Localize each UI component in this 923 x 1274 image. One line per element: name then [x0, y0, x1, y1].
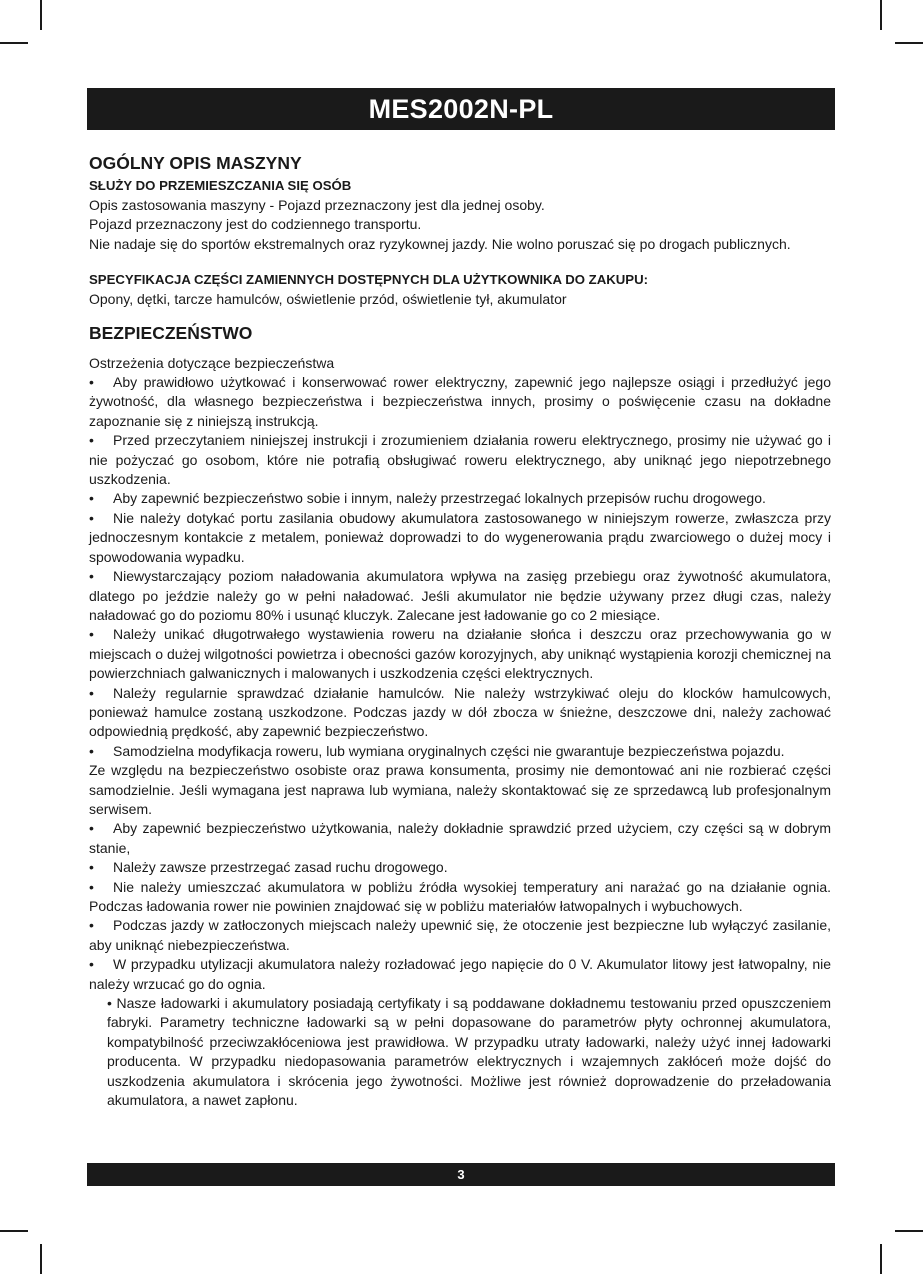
safety-item — [89, 878, 831, 917]
crop-mark-top-right-vertical — [880, 0, 882, 30]
safety-item-text: Aby zapewnić bezpieczeństwo sobie i innym, należy przestrzegać lokalnych przepisów ruchu drogowego. — [113, 490, 766, 507]
safety-item-text: Należy regularnie sprawdzać działanie hamulców. Nie należy wstrzykiwać oleju do klocków hamulcowych, ponieważ hamulce zostaną uszkodzone. Podczas jazdy w dół zbocza w śnieżne, deszczowe dni, należy zachować odpowiednią prędkość, aby zapewnić bezpieczeństwo. — [89, 684, 831, 740]
safety-heading: BEZPIECZEŃSTWO — [89, 322, 253, 343]
safety-item-text: Należy unikać długotrwałego wystawienia roweru na działanie słońca i deszczu oraz przechowywania go w miejscach o dużej wilgotności powietrza i obecności gazów korozyjnych, aby uniknąć wystąpienia korozji chemicznej na powierzchniach galwanicznych i malowanych i uszkodzenia części elektrycznych. — [89, 626, 831, 682]
safety-item-text: Samodzielna modyfikacja roweru, lub wymiana oryginalnych części nie gwarantuje bezpieczeństwa pojazdu. — [113, 742, 785, 759]
bullet-icon: • — [89, 859, 94, 876]
safety-item — [89, 858, 831, 877]
machine-heading: OGÓLNY OPIS MASZYNY — [89, 153, 302, 173]
safety-item — [89, 684, 831, 742]
crop-mark-bottom-right-vertical — [880, 1244, 882, 1274]
safety-item — [89, 373, 831, 431]
bullet-icon: • — [107, 995, 112, 1012]
machine-line: Nie nadaje się do sportów ekstremalnych oraz ryzykownej jazdy. Nie wolno poruszać się po drogach publicznych. — [89, 235, 791, 252]
page-content — [89, 150, 831, 1110]
safety-item — [89, 916, 831, 955]
safety-item — [89, 955, 831, 994]
machine-line: Pojazd przeznaczony jest do codziennego transportu. — [89, 216, 422, 233]
safety-intro: Ostrzeżenia dotyczące bezpieczeństwa — [89, 354, 335, 371]
page-number: 3 — [87, 1163, 835, 1186]
safety-item-text: Nie należy umieszczać akumulatora w pobliżu źródła wysokiej temperatury ani narażać go na działanie ognia. Podczas ładowania rower nie powinien znajdować się w pobliżu materiałów łatwopalnych i wybuchowych. — [89, 878, 831, 914]
bullet-icon: • — [89, 917, 94, 934]
safety-item — [89, 509, 831, 567]
parts-heading: SPECYFIKACJA CZĘŚCI ZAMIENNYCH DOSTĘPNYCH DLA UŻYTKOWNIKA DO ZAKUPU: — [89, 272, 649, 288]
crop-mark-bottom-left-vertical — [40, 1244, 42, 1274]
safety-item-text: Niewystarczający poziom naładowania akumulatora wpływa na zasięg przebiegu oraz żywotność akumulatora, dlatego po jeździe należy go w pełni naładować. Jeśli akumulator nie będzie używany przez długi czas, należy naładować go do poziomu 80% i usunąć kluczyk. Zalecane jest ładowanie go co 2 miesiące. — [89, 568, 831, 623]
bullet-icon: • — [89, 374, 94, 391]
bullet-icon: • — [89, 432, 94, 449]
safety-item — [89, 567, 831, 625]
crop-mark-top-right-horizontal — [895, 42, 923, 44]
safety-item — [89, 742, 831, 761]
bullet-icon: • — [89, 820, 94, 837]
safety-item — [89, 489, 831, 508]
safety-item-text: Podczas jazdy w zatłoczonych miejscach należy upewnić się, że otoczenie jest bezpieczne lub wyłączyć zasilanie, aby uniknąć niebezpieczeństwa. — [89, 917, 831, 953]
safety-item — [89, 625, 831, 683]
crop-mark-bottom-right-horizontal — [895, 1230, 923, 1232]
machine-subheading: SŁUŻY DO PRZEMIESZCZANIA SIĘ OSÓB — [89, 178, 352, 193]
safety-item-text: Aby prawidłowo użytkować i konserwować rower elektryczny, zapewnić jego najlepsze osiągi i przedłużyć jego żywotność, dla własnego bezpieczeństwa i bezpieczeństwa innych, prosimy o poświęcenie czasu na dokładne zapoznanie się z niniejszą instrukcją. — [89, 374, 831, 429]
bullet-icon: • — [89, 684, 94, 701]
crop-mark-bottom-left-horizontal — [0, 1230, 28, 1232]
safety-item-text: Aby zapewnić bezpieczeństwo użytkowania, należy dokładnie sprawdzić przed użyciem, czy części są w dobrym stanie, — [89, 820, 831, 856]
bullet-icon: • — [89, 626, 94, 643]
bullet-icon: • — [89, 490, 94, 507]
parts-text: Opony, dętki, tarcze hamulców, oświetlenie przód, oświetlenie tył, akumulator — [89, 291, 567, 308]
bullet-icon: • — [89, 742, 94, 759]
safety-item-text: Nie należy dotykać portu zasilania obudowy akumulatora zastosowanego w niniejszym rowerze, zwłaszcza przy jednoczesnym kontakcie z metalem, ponieważ doprowadzi to do wygenerowania prądu zwarciowego o dużej mocy i spowodowania wypadku. — [89, 509, 831, 565]
safety-item-text: Przed przeczytaniem niniejszej instrukcji i zrozumieniem działania roweru elektrycznego, prosimy nie używać go i nie pożyczać go osobom, które nie potrafią obsługiwać roweru elektrycznego, aby uniknąć jego niepotrzebnego uszkodzenia. — [89, 432, 831, 488]
bullet-icon: • — [89, 568, 94, 585]
safety-consumer-note: Ze względu na bezpieczeństwo osobiste oraz prawa konsumenta, prosimy nie demontować ani nie rozbierać części samodzielnie. Jeśli wymagana jest naprawa lub wymiana, należy skontaktować się ze sprzedawcą lub profesjonalnym serwisem. — [89, 762, 831, 817]
safety-charger-text: Nasze ładowarki i akumulatory posiadają certyfikaty i są poddawane dokładnemu testowaniu przed opuszczeniem fabryki. Parametry techniczne ładowarki są w pełni dopasowane do parametrów płyty ochronnej akumulatora, kompatybilność przeciwzakłóceniowa jest prawidłowa. W przypadku utraty ładowarki, należy użyć innej ładowarki producenta. W przypadku niedopasowania parametrów elektrycznych i wzajemnych zakłóceń może dojść do uszkodzenia akumulatora i skrócenia jego żywotności. Możliwe jest również doprowadzenie do przeładowania akumulatora, a nawet zapłonu. — [107, 995, 832, 1109]
bullet-icon: • — [89, 509, 94, 526]
safety-item — [89, 819, 831, 858]
crop-mark-top-left-horizontal — [0, 42, 28, 44]
bullet-icon: • — [89, 956, 94, 973]
crop-mark-top-left-vertical — [40, 0, 42, 30]
bullet-icon: • — [89, 878, 94, 895]
safety-charger-note — [89, 994, 831, 1110]
model-header: MES2002N-PL — [87, 88, 835, 130]
safety-item — [89, 431, 831, 489]
safety-item-text: Należy zawsze przestrzegać zasad ruchu drogowego. — [113, 859, 448, 876]
machine-line: Opis zastosowania maszyny - Pojazd przeznaczony jest dla jednej osoby. — [89, 197, 545, 213]
safety-item-text: W przypadku utylizacji akumulatora należy rozładować jego napięcie do 0 V. Akumulator litowy jest łatwopalny, nie należy wrzucać go do ognia. — [89, 956, 831, 992]
